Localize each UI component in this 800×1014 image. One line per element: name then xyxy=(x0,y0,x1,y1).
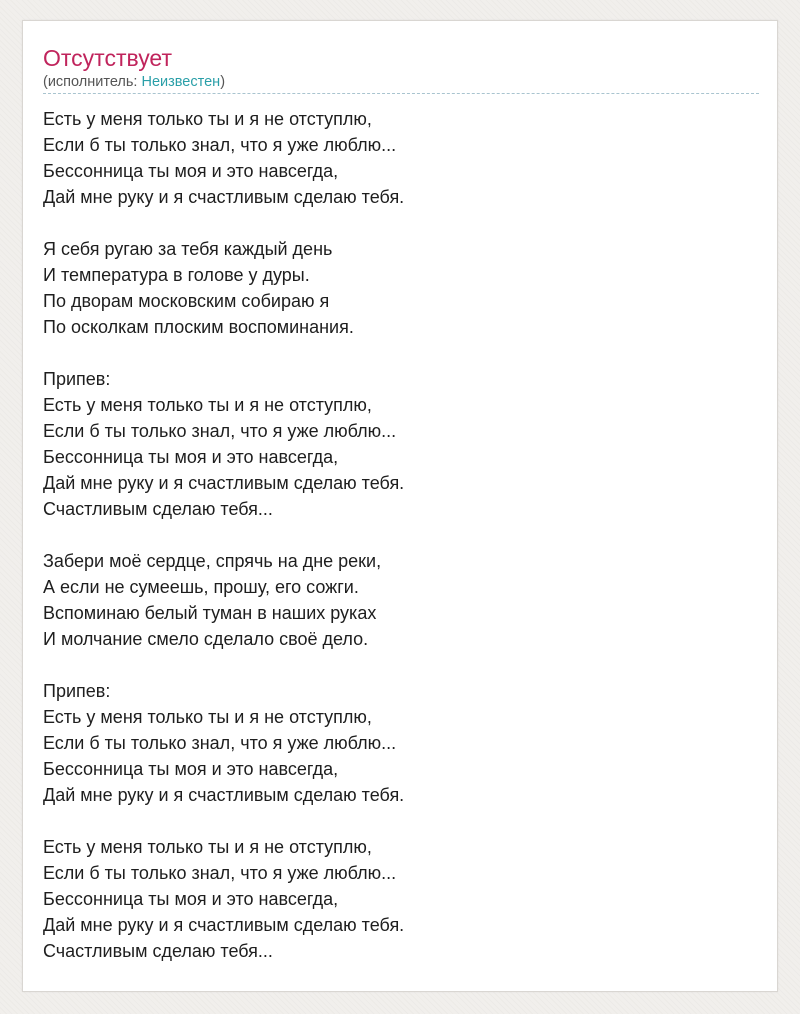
lyric-line: Есть у меня только ты и я не отступлю, xyxy=(43,395,372,415)
artist-line xyxy=(43,73,759,94)
lyric-line: Дай мне руку и я счастливым сделаю тебя. xyxy=(43,915,405,935)
lyric-line: Забери моё сердце, спрячь на дне реки, xyxy=(43,551,382,571)
lyric-line: Вспоминаю белый туман в наших руках xyxy=(43,603,377,623)
lyric-line: Бессонница ты моя и это навсегда, xyxy=(43,759,339,779)
lyric-line: Есть у меня только ты и я не отступлю, xyxy=(43,109,372,129)
lyric-line: Счастливым сделаю тебя... xyxy=(43,499,273,519)
lyric-line xyxy=(43,652,759,678)
lyric-line: И температура в голове у дуры. xyxy=(43,265,310,285)
lyric-line xyxy=(43,522,759,548)
lyric-line: Дай мне руку и я счастливым сделаю тебя. xyxy=(43,187,405,207)
song-title: Отсутствует xyxy=(43,45,172,71)
lyric-line: Есть у меня только ты и я не отступлю, xyxy=(43,707,372,727)
lyrics-card xyxy=(22,20,778,992)
lyric-line: Есть у меня только ты и я не отступлю, xyxy=(43,837,372,857)
lyric-line: Дай мне руку и я счастливым сделаю тебя. xyxy=(43,473,405,493)
lyric-line: По осколкам плоским воспоминания. xyxy=(43,317,354,337)
lyric-line: По дворам московским собираю я xyxy=(43,291,330,311)
lyric-line: Счастливым сделаю тебя... xyxy=(43,941,273,961)
lyric-line: Бессонница ты моя и это навсегда, xyxy=(43,161,339,181)
lyric-line xyxy=(43,808,759,834)
lyric-line: Бессонница ты моя и это навсегда, xyxy=(43,447,339,467)
lyric-line xyxy=(43,340,759,366)
lyric-line: Припев: xyxy=(43,681,111,701)
lyric-line: Если б ты только знал, что я уже люблю... xyxy=(43,863,397,883)
artist-suffix: ) xyxy=(220,74,226,90)
lyric-line: Если б ты только знал, что я уже люблю... xyxy=(43,135,397,155)
lyric-line: А если не сумеешь, прошу, его сожги. xyxy=(43,577,359,597)
lyric-line: Бессонница ты моя и это навсегда, xyxy=(43,889,339,909)
lyric-line: Если б ты только знал, что я уже люблю... xyxy=(43,733,397,753)
lyric-line xyxy=(43,210,759,236)
lyric-line: Припев: xyxy=(43,369,111,389)
artist-link[interactable]: Неизвестен xyxy=(141,74,221,90)
lyric-line: И молчание смело сделало своё дело. xyxy=(43,629,369,649)
lyric-line: Я себя ругаю за тебя каждый день xyxy=(43,239,333,259)
lyrics-text xyxy=(43,106,759,964)
lyric-line: Если б ты только знал, что я уже люблю... xyxy=(43,421,397,441)
lyric-line: Дай мне руку и я счастливым сделаю тебя. xyxy=(43,785,405,805)
artist-prefix: (исполнитель: xyxy=(43,74,142,90)
